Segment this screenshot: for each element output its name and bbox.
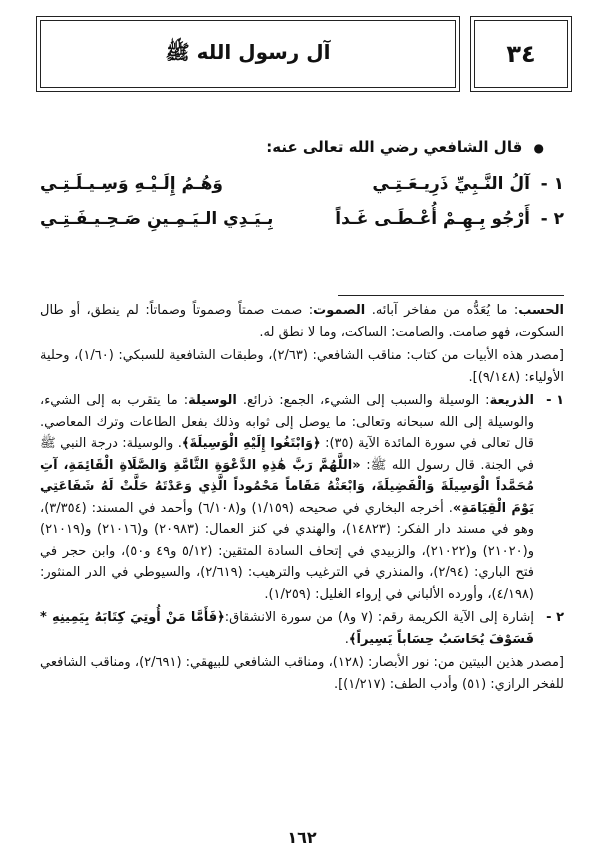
footnote-1 bbox=[40, 390, 564, 605]
citation-text: . أخرجه البخاري في صحيحه (١/١٥٩) و(٦/١٠٨) وأحمد في المسند: (٣/٣٥٤)، وهو في مسند دار الفكر: (١٤٨٢٣)، والهندي في كنز العمال: (٢٠٩٨٣) و(٢١٠١٦) و(٢١٠١٩) و(٢١٠٢٠) و(٢١٠٢٢)، والزبيدي في إتحاف السادة المتقين: (٥/١٢ و٤٩ و٥٠)، وابن حجر في فتح الباري: (٢/٩٤)، والمنذري في الترغيب والترهيب: (٢/٦١٩)، والسيوطي في الدر المنثور: (٤/١٩٨)، وأورده الألباني في إرواء الغليل: (١/٢٥٩). bbox=[40, 500, 535, 602]
page-header bbox=[40, 20, 568, 90]
definition-text: : الوسيلة والسبب إلى الشيء، الجمع: ذرائع. bbox=[242, 393, 490, 408]
definition-text: : صمت صمتاً وصموتاً وصماتاً: لم ينطق، أو طال السكوت، فهو صامت. والصامت: الساكت، وما لا نطق له. bbox=[40, 303, 564, 340]
term-hasab: الحسب bbox=[518, 303, 564, 318]
poem-verse-1 bbox=[40, 174, 564, 194]
definition-text: : ما يُعَدُّه من مفاخر آبائه. bbox=[371, 303, 519, 318]
footnote-divider bbox=[338, 295, 564, 296]
intro-line bbox=[40, 138, 544, 156]
verse-first-hemistich: أَرْجُو بِـهِـمْ أُعْـطَـى غَـداً bbox=[335, 209, 530, 229]
punctuation: . bbox=[344, 631, 349, 647]
footnote-2 bbox=[40, 607, 564, 650]
chapter-title-box bbox=[40, 20, 456, 88]
footnote-body bbox=[40, 390, 534, 605]
intro-text: قال الشافعي رضي الله تعالى عنه: bbox=[266, 138, 523, 156]
chapter-number-box bbox=[474, 20, 568, 88]
verse-second-hemistich: بِـيَـدِي الـيَـمِـينِ صَـحِـيـفَـتِـي bbox=[40, 209, 274, 229]
poem-verse-2 bbox=[40, 209, 564, 229]
verse-number: ١ - bbox=[540, 174, 564, 194]
hadith-quote: «اللَّهُمَّ رَبَّ هَٰذِهِ الدَّعْوَةِ التَّامَّةِ وَالصَّلَاةِ الْقَائِمَةِ، آتِ مُحَمَّداً الْوَسِيلَةَ وَالْفَضِيلَةَ، وَابْعَثْهُ مَقَاماً مَحْمُوداً الَّذِي وَعَدْتَهُ حَلَّتْ لَهُ شَفَاعَتِي يَوْمَ الْقِيَامَةِ» bbox=[40, 457, 534, 516]
term-dharia: الذريعة bbox=[489, 393, 534, 408]
chapter-number: ٣٤ bbox=[506, 40, 536, 68]
term-wasila: الوسيلة bbox=[188, 393, 237, 408]
source-note-2: [مصدر هذين البيتين من: نور الأبصار: (١٢٨)، ومناقب الشافعي للبيهقي: (٢/٦٩١)، ومناقب الشافعي للفخر الرازي: (٥١) وأدب الطف: (١/٢١٧)]. bbox=[40, 655, 564, 692]
verse-first-hemistich: آلُ النَّـبِيِّ ذَرِيـعَـتِـي bbox=[372, 174, 530, 194]
footnote-body bbox=[40, 607, 534, 650]
bullet-icon: ● bbox=[533, 141, 544, 155]
footnote-number: ١ - bbox=[546, 393, 564, 408]
verse-number: ٢ - bbox=[540, 209, 564, 229]
chapter-title: آل رسول الله ﷺ bbox=[165, 39, 331, 64]
page-number-footer: ١٦٢ bbox=[287, 828, 317, 847]
source-note-1: [مصدر هذه الأبيات من كتاب: مناقب الشافعي: (٢/٦٣)، وطبقات الشافعية للسبكي: (١/٦٠)، وحلية الأولياء: (٩/١٤٨)]. bbox=[40, 348, 564, 385]
quran-quote: ﴿وَابْتَغُوا إِلَيْهِ الْوَسِيلَةَ﴾ bbox=[181, 436, 321, 451]
quran-quote: ﴿فَأَمَّا مَنْ أُوتِيَ كِتَابَهُ بِيَمِينِهِ * فَسَوْفَ يُحَاسَبُ حِسَاباً يَسِيراً﴾ bbox=[40, 610, 534, 647]
definition-text: إشارة إلى الآية الكريمة رقم: (٧ و٨) من سورة الانشقاق: bbox=[224, 610, 534, 625]
term-samut: الصموت bbox=[313, 303, 366, 318]
definition-text: : ما يتقرب به إلى الشيء، والوسيلة إلى الله سبحانه وتعالى: ما يوصل إلى ثوابه وذلك بفعل الطاعات وترك المعاصي. قال تعالى في سورة المائدة الآية (٣٥): bbox=[40, 393, 534, 451]
footnote-number: ٢ - bbox=[546, 610, 564, 625]
note-hasab bbox=[40, 300, 564, 343]
verse-second-hemistich: وَهُـمُ إِلَـيْـهِ وَسِـيـلَـتِـي bbox=[40, 174, 223, 194]
definition-text: . والوسيلة: درجة النبي ﷺ في الجنة. قال رسول الله ﷺ: bbox=[40, 436, 534, 473]
footnotes bbox=[40, 300, 564, 697]
